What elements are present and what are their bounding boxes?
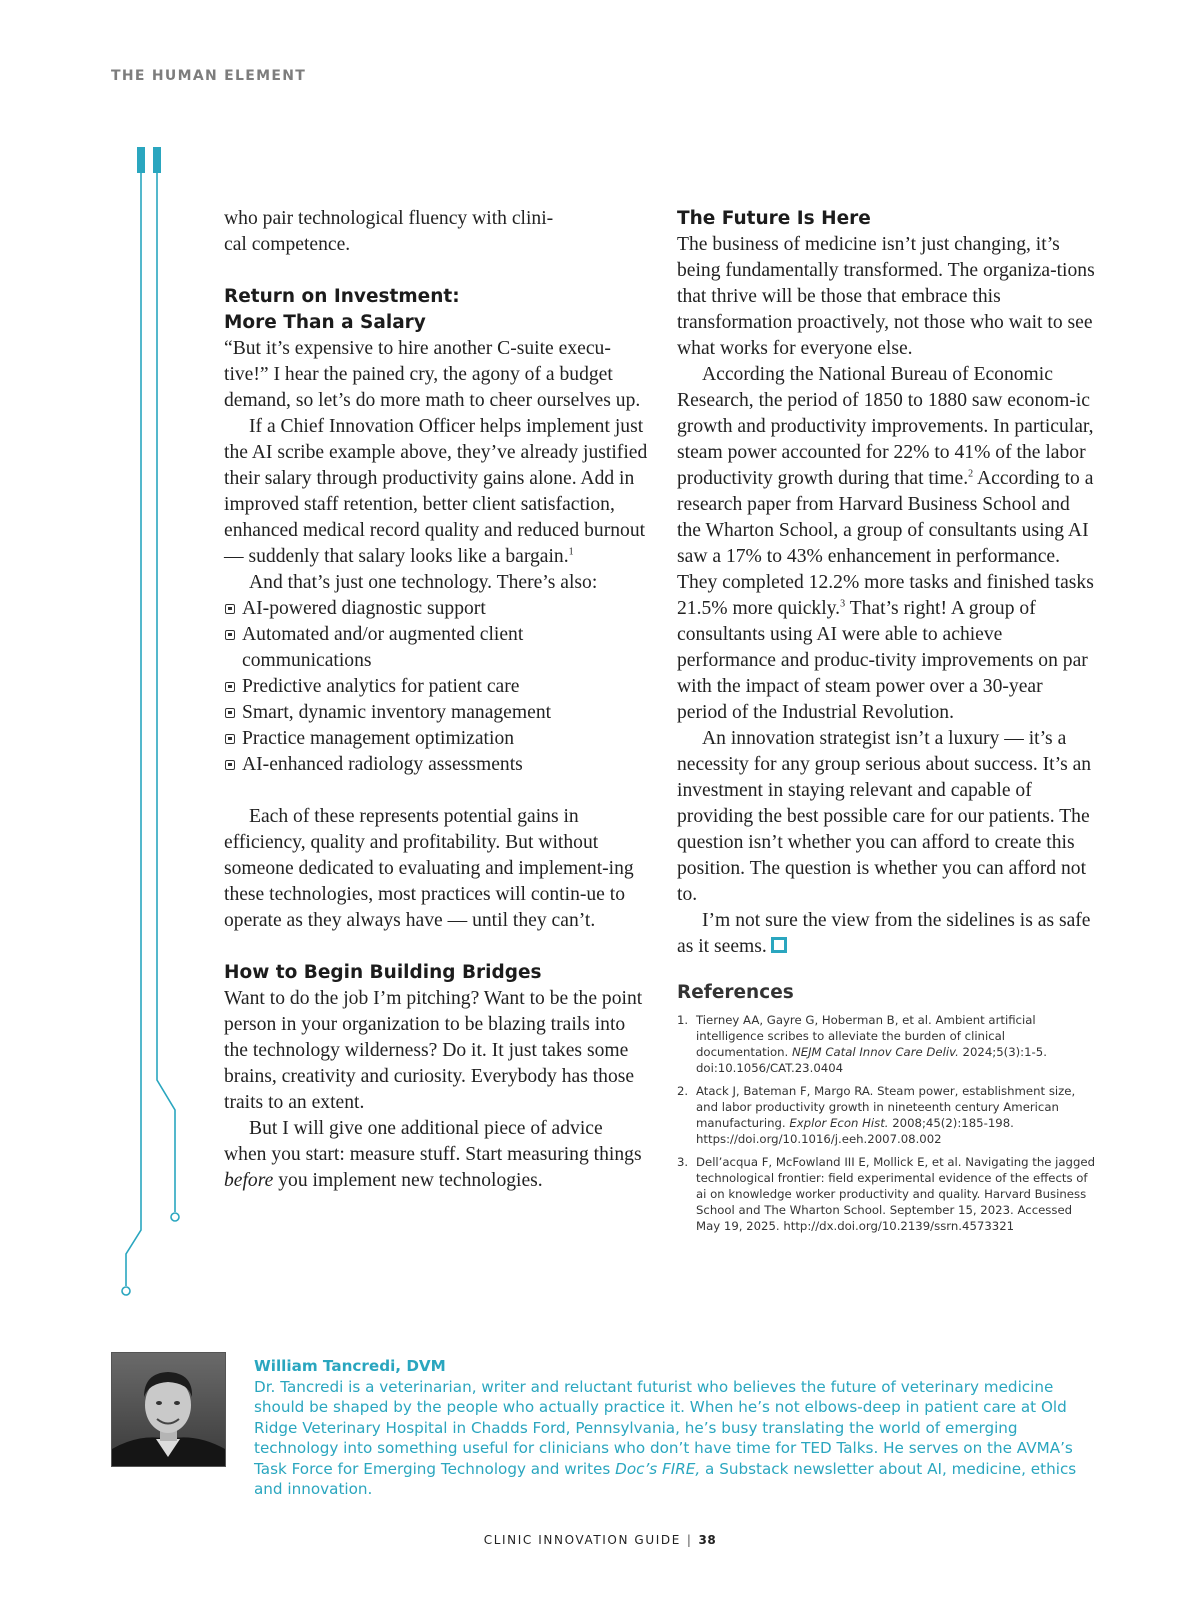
reference-item: 2. Atack J, Bateman F, Margo RA. Steam power, establishment size, and labor productivity growth in nineteenth century American manufacturing. Explor Econ Hist. 2008;45(2):185-198. https://doi.org/10.1016/j.eeh.2007.08.002	[677, 1084, 1076, 1146]
author-photo	[111, 1352, 226, 1467]
right-column	[677, 206, 1097, 1241]
end-mark-icon	[771, 937, 787, 953]
circuit-line-decoration	[0, 0, 200, 1310]
bullet-icon	[225, 708, 235, 718]
list-item: Automated and/or augmented client communications	[224, 622, 649, 674]
author-name: William Tancredi, DVM	[254, 1357, 446, 1375]
bullet-icon	[225, 734, 235, 744]
roi-paragraph-4: Each of these represents potential gains in efficiency, quality and profitability. But without someone dedicated to evaluating and implement-ing these technologies, most practices will contin-ue to operate as they always have — until they can’t.	[224, 806, 634, 931]
author-bio-text: Dr. Tancredi is a veterinarian, writer and reluctant futurist who believes the future of veterinary medicine should be shaped by the people who actually practice it. When he’s not elbows-deep in patient care at Old Ridge Veterinary Hospital in Chadds Ford, Pennsylvania, he’s busy translating the world of emerging technology into something useful for clinicians who don’t have time for TED Talks. He serves on the AVMA’s Task Force for Emerging Technology and writes Doc’s FIRE, a Substack newsletter about AI, medicine, ethics and innovation.	[254, 1377, 1077, 1498]
left-column	[224, 206, 649, 1194]
intro-text: who pair technological fluency with clini- cal competence.	[224, 208, 554, 255]
list-item: AI-enhanced radiology assessments	[224, 752, 649, 778]
page-number: 38	[698, 1533, 717, 1547]
list-item: Smart, dynamic inventory management	[224, 700, 649, 726]
section-label: THE HUMAN ELEMENT	[111, 68, 307, 84]
author-bio	[254, 1356, 1104, 1500]
reference-item: 1. Tierney AA, Gayre G, Hoberman B, et al. Ambient artificial intelligence scribes to alleviate the burden of clinical documentation. NEJM Catal Innov Care Deliv. 2024;5(3):1-5. doi:10.1056/CAT.23.0404	[677, 1013, 1047, 1075]
bullet-icon	[225, 604, 235, 614]
page-footer: CLINIC INNOVATION GUIDE | 38	[483, 1533, 717, 1547]
references-heading: References	[677, 982, 794, 1003]
references-list	[677, 1012, 1097, 1234]
bridges-heading: How to Begin Building Bridges	[224, 962, 542, 983]
future-heading: The Future Is Here	[677, 208, 871, 229]
list-item: AI-powered diagnostic support	[224, 596, 649, 622]
future-paragraph-1: The business of medicine isn’t just changing, it’s being fundamentally transformed. The organiza-tions that thrive will be those that embrace this transformation proactively, not those who wait to see what works for everyone else.	[677, 234, 1095, 359]
future-paragraph-4: I’m not sure the view from the sidelines is as safe as it seems.	[677, 910, 1091, 957]
roi-paragraph-3: And that’s just one technology. There’s also:	[249, 572, 598, 593]
bridges-paragraph-1: Want to do the job I’m pitching? Want to be the point person in your organization to be blazing trails into the technology wilderness? Do it. It just takes some brains, creativity and curiosity. Everybody has those traits to an extent.	[224, 988, 643, 1113]
roi-heading: Return on Investment: More Than a Salary	[224, 286, 460, 333]
reference-item: 3. Dell’acqua F, McFowland III E, Mollick E, et al. Navigating the jagged technological frontier: field experimental evidence of the effects of ai on knowledge worker productivity and quality. Harvard Business School and The Wharton School. September 15, 2023. Accessed May 19, 2025. http://dx.doi.org/10.2139/ssrn.4573321	[677, 1155, 1095, 1233]
bullet-icon	[225, 760, 235, 770]
publication-name: CLINIC INNOVATION GUIDE	[483, 1533, 681, 1547]
future-paragraph-2: According the National Bureau of Economic Research, the period of 1850 to 1880 saw econom-ic growth and productivity improvements. In particular, steam power accounted for 22% to 41% of the labor productivity growth during that time.$^2$ According to a research paper from Harvard Business School and the Wharton School, a group of consultants using AI saw a 17% to 43% enhancement in performance. They completed 12.2% more tasks and finished tasks 21.5% more quickly.$^3$ That’s right! A group of consultants using AI were able to achieve performance and produc-tivity improvements on par with the impact of steam power over a 30-year period of the Industrial Revolution.	[677, 364, 1094, 723]
bridges-paragraph-2: But I will give one additional piece of advice when you start: measure stuff. Start measuring things before you implement new technologies.	[224, 1118, 642, 1191]
list-item: Predictive analytics for patient care	[224, 674, 649, 700]
list-item: Practice management optimization	[224, 726, 649, 752]
bullet-icon	[225, 630, 235, 640]
roi-paragraph-2: If a Chief Innovation Officer helps implement just the AI scribe example above, they’ve already justified their salary through productivity gains alone. Add in improved staff retention, better client satisfaction, enhanced medical record quality and reduced burnout — suddenly that salary looks like a bargain.$^1$	[224, 416, 648, 567]
roi-paragraph-1: “But it’s expensive to hire another C-suite execu-tive!” I hear the pained cry, the agony of a budget demand, so let’s do more math to cheer ourselves up.	[224, 338, 641, 411]
technology-list	[224, 596, 649, 778]
future-paragraph-3: An innovation strategist isn’t a luxury — it’s a necessity for any group serious about success. It’s an investment in staying relevant and capable of providing the best possible care for our patients. The question isn’t whether you can afford to create this position. The question is whether you can afford not to.	[677, 728, 1092, 905]
bullet-icon	[225, 682, 235, 692]
